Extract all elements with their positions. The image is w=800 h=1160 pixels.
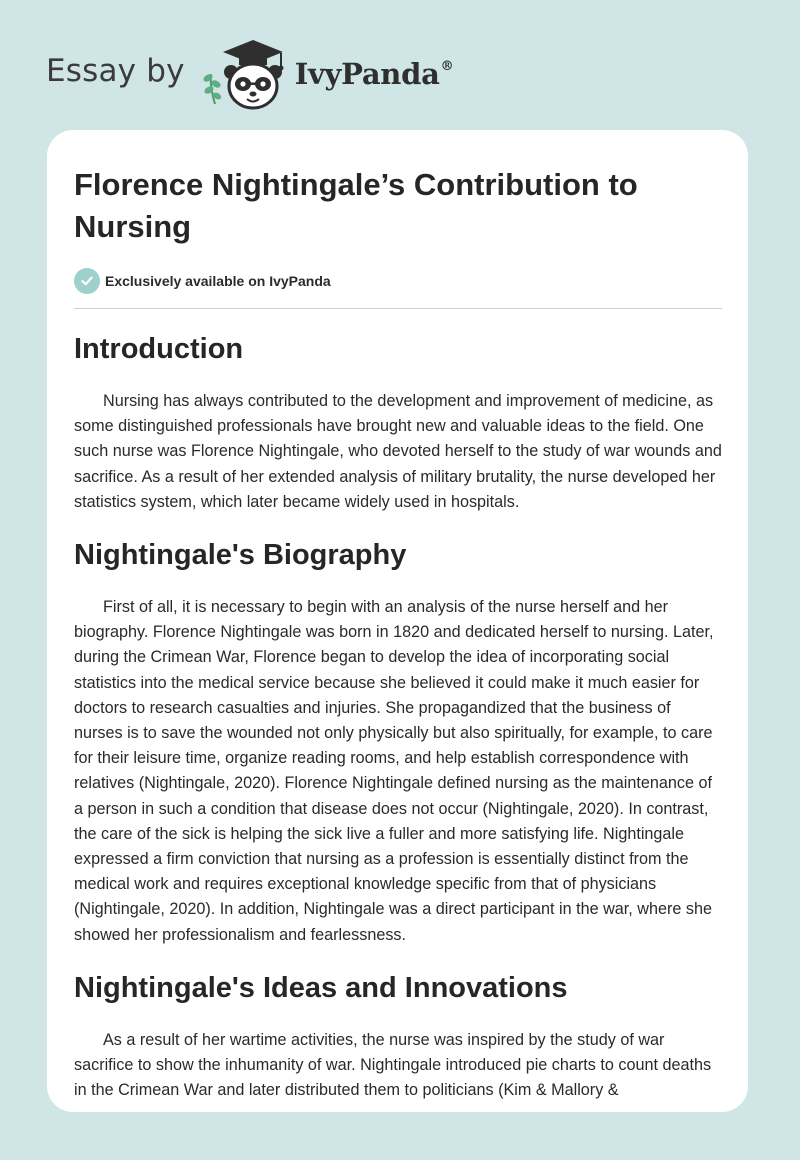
section-paragraph-ideas: As a result of her wartime activities, the nurse was inspired by the study of war sacrifice to show the inhumanity of war. Nightingale introduced pie charts to count deaths in the Crimean War and later distributed them to politicians (Kim & Mallory & bbox=[74, 1030, 712, 1100]
registered-mark: ® bbox=[440, 59, 454, 74]
essay-by-label: Essay by bbox=[46, 53, 185, 89]
page-title: Florence Nightingale’s Contribution to Nursing bbox=[74, 167, 638, 244]
section-heading-ideas: Nightingale's Ideas and Innovations bbox=[74, 971, 568, 1004]
section-paragraph-biography: First of all, it is necessary to begin with an analysis of the nurse herself and her biography. Florence Nightingale was born in 1820 and dedicated herself to nursing. Later, during the Crimean War, Florence began to develop the idea of incorporating social statistics into the medical service because she believed it could make it much easier for doctors to research casualties and injuries. She propagandized that the business of nurses is to save the wounded not only physically but also spiritually, for example, to care for their leisure time, organize reading rooms, and help establish correspondence with relatives (Nightingale, 2020). Florence Nightingale defined nursing as the maintenance of a person in such a condition that disease does not occur (Nightingale, 2020). In contrast, the care of the sick is helping the sick live a fuller and more satisfying life. Nightingale expressed a firm conviction that nursing as a profession is essentially distinct from the medical work and requires exceptional knowledge specific from that of physicians (Nightingale, 2020). In addition, Nightingale was a direct participant in the war, where she showed her professionalism and fearlessness. bbox=[74, 598, 714, 944]
section-heading-biography: Nightingale's Biography bbox=[74, 539, 407, 572]
brand-name[interactable]: IvyPanda® bbox=[294, 57, 454, 91]
essay-content bbox=[74, 164, 723, 1103]
check-icon bbox=[74, 268, 100, 294]
site-header bbox=[46, 34, 453, 112]
leaf-icon bbox=[202, 73, 222, 104]
divider bbox=[74, 308, 722, 309]
panda-graduate-icon[interactable] bbox=[199, 34, 291, 112]
exclusive-label: Exclusively available on IvyPanda bbox=[105, 273, 331, 289]
section-heading-introduction: Introduction bbox=[74, 333, 244, 365]
exclusive-badge bbox=[74, 268, 723, 294]
essay-card bbox=[47, 130, 748, 1112]
section-paragraph-introduction: Nursing has always contributed to the development and improvement of medicine, as some distinguished professionals have brought new and valuable ideas to the field. One such nurse was Florence Nightingale, who devoted herself to the study of war wounds and sacrifice. As a result of her extended analysis of military brutality, the nurse developed her statistics system, which later became widely used in hospitals. bbox=[74, 392, 722, 511]
